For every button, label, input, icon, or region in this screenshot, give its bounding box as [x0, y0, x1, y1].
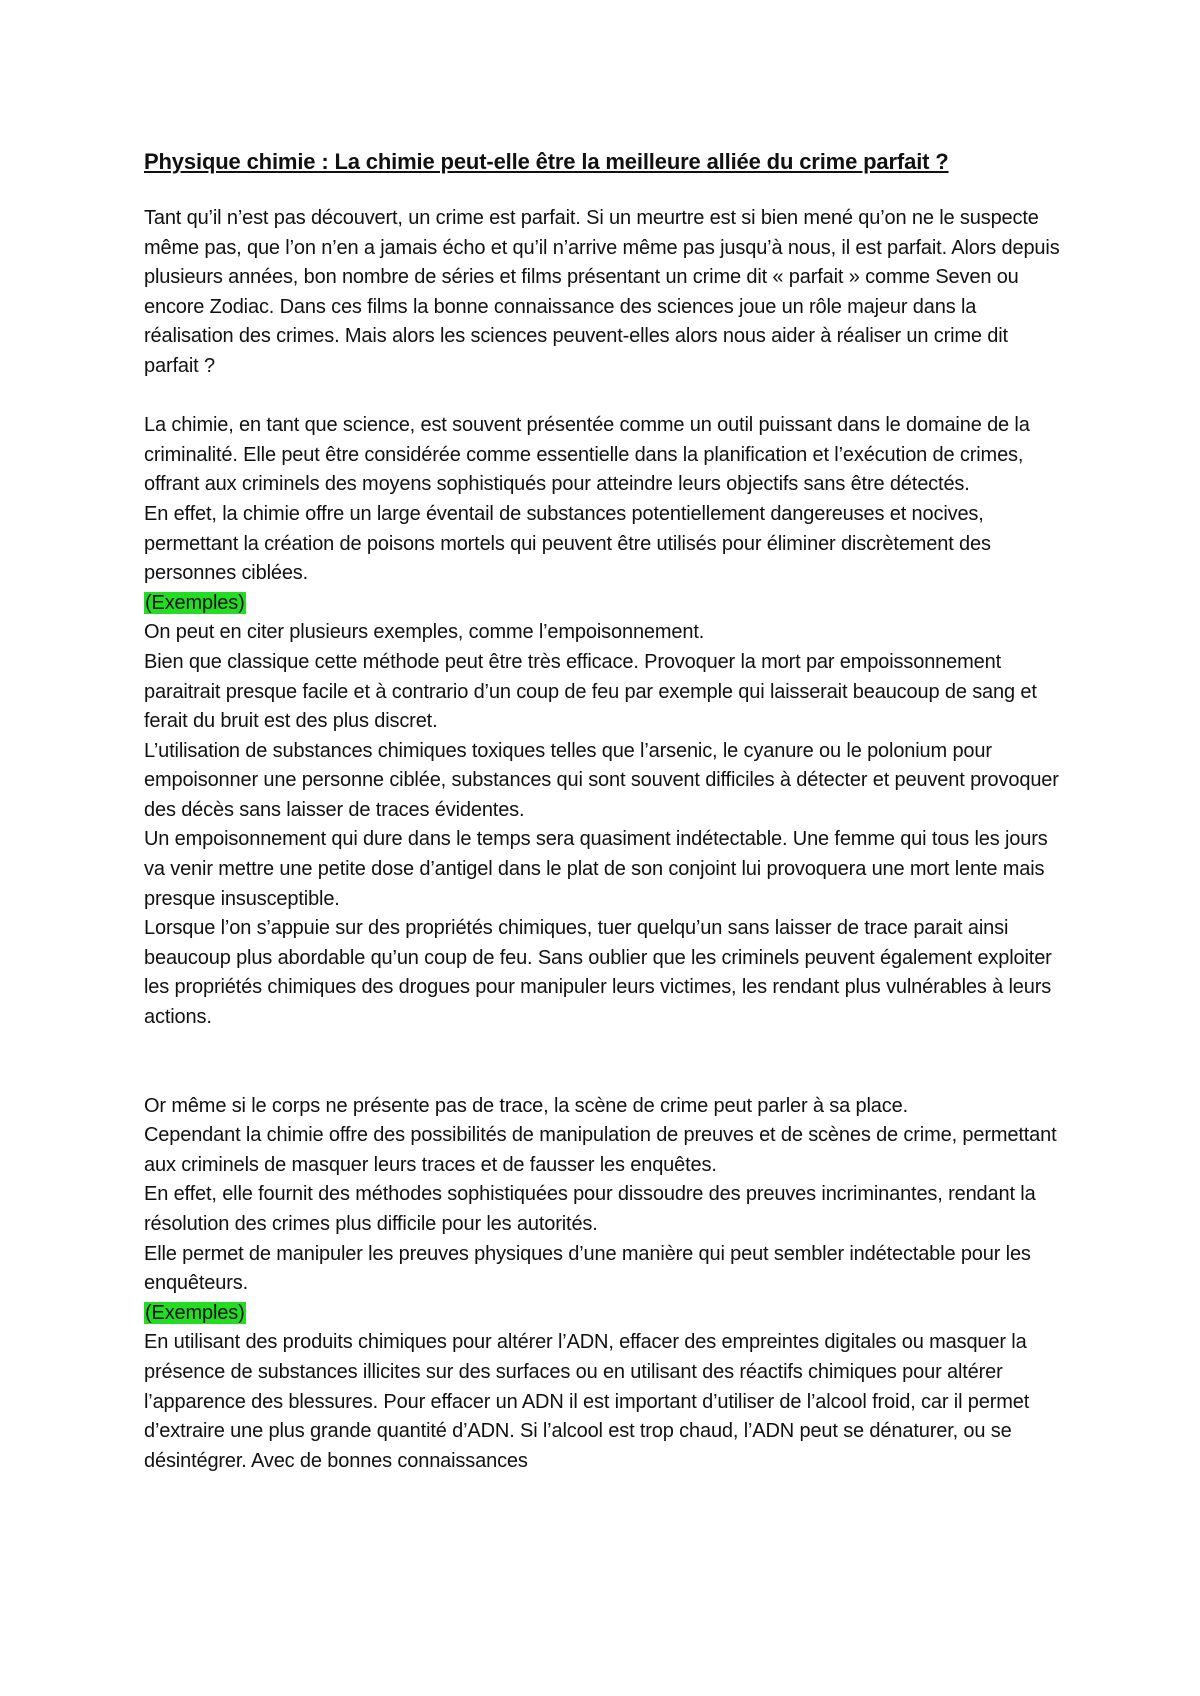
section1-paragraph-6: Un empoisonnement qui dure dans le temps sera quasiment indétectable. Une femme qui tous les jours va venir mettre une petite dose d’antigel dans le plat de son conjoint lui provoquera une mort lente mais presque insusceptible. [144, 828, 1048, 910]
section2-paragraph-1: Or même si le corps ne présente pas de trace, la scène de crime peut parler à sa place. [144, 1094, 909, 1117]
section2-paragraph-5: En utilisant des produits chimiques pour altérer l’ADN, effacer des empreintes digitales ou masquer la présence de substances illicites sur des surfaces ou en utilisant des réactifs chimiques pour altérer l’apparence des blessures. Pour effacer un ADN il est important d’utiliser de l’alcool froid, car il permet d’extraire une plus grande quantité d’ADN. Si l’alcool est trop chaud, l’ADN peut se dénaturer, ou se désintégrer. Avec de bonnes connaissances [144, 1331, 1030, 1472]
document-title: Physique chimie : La chimie peut-elle être la meilleure alliée du crime parfait ? [144, 149, 949, 174]
section2-paragraph-4: Elle permet de manipuler les preuves physiques d’une manière qui peut sembler indétectable pour les enquêteurs. [144, 1242, 1031, 1295]
examples-highlight-1 [144, 589, 1064, 619]
paragraph-spacer [144, 382, 1064, 412]
section1-paragraph-4: Bien que classique cette méthode peut être très efficace. Provoquer la mort par empoissonnement paraitrait presque facile et à contrario d’un coup de feu par exemple qui laisserait beaucoup de sang et ferait du bruit est des plus discret. [144, 650, 1037, 733]
section1-paragraph-3: On peut en citer plusieurs exemples, comme l’empoisonnement. [144, 621, 705, 644]
section1-paragraph-5: L’utilisation de substances chimiques toxiques telles que l’arsenic, le cyanure ou le polonium pour empoisonner une personne ciblée, substances qui sont souvent difficiles à détecter et peuvent provoquer des décès sans laisser de traces évidentes. [144, 739, 1059, 821]
section1-paragraph-7: Lorsque l’on s’appuie sur des propriétés chimiques, tuer quelqu’un sans laisser de trace parait ainsi beaucoup plus abordable qu’un coup de feu. Sans oublier que les criminels peuvent également exploiter les propriétés chimiques des drogues pour manipuler leurs victimes, les rendant plus vulnérables à leurs actions. [144, 917, 1052, 1029]
intro-paragraph: Tant qu’il n’est pas découvert, un crime est parfait. Si un meurtre est si bien mené qu’on ne le suspecte même pas, que l’on n’en a jamais écho et qu’il n’arrive même pas jusqu’à nous, il est parfait. Alors depuis plusieurs années, bon nombre de séries et films présentant un crime dit « parfait » comme Seven ou encore Zodiac. Dans ces films la bonne connaissance des sciences joue un rôle majeur dans la réalisation des crimes. Mais alors les sciences peuvent-elles alors nous aider à réaliser un crime dit parfait ? [144, 207, 1060, 377]
section1-paragraph-1: La chimie, en tant que science, est souvent présentée comme un outil puissant dans le domaine de la criminalité. Elle peut être considérée comme essentielle dans la planification et l’exécution de crimes, offrant aux criminels des moyens sophistiqués pour atteindre leurs objectifs sans être détectés. [144, 414, 1030, 496]
section-spacer [144, 1033, 1064, 1092]
highlighted-text: (Exemples) [145, 1301, 245, 1324]
examples-highlight-2 [144, 1299, 1064, 1329]
section2-paragraph-2: Cependant la chimie offre des possibilités de manipulation de preuves et de scènes de crime, permettant aux criminels de masquer leurs traces et de fausser les enquêtes. [144, 1124, 1057, 1176]
section1-paragraph-2: En effet, la chimie offre un large éventail de substances potentiellement dangereuses et nocives, permettant la création de poisons mortels qui peuvent être utilisés pour éliminer discrètement des personnes ciblées. [144, 502, 991, 585]
document-body [144, 146, 1064, 1476]
section2-paragraph-3: En effet, elle fournit des méthodes sophistiquées pour dissoudre des preuves incriminantes, rendant la résolution des crimes plus difficile pour les autorités. [144, 1183, 1036, 1235]
highlighted-text: (Exemples) [145, 591, 245, 614]
